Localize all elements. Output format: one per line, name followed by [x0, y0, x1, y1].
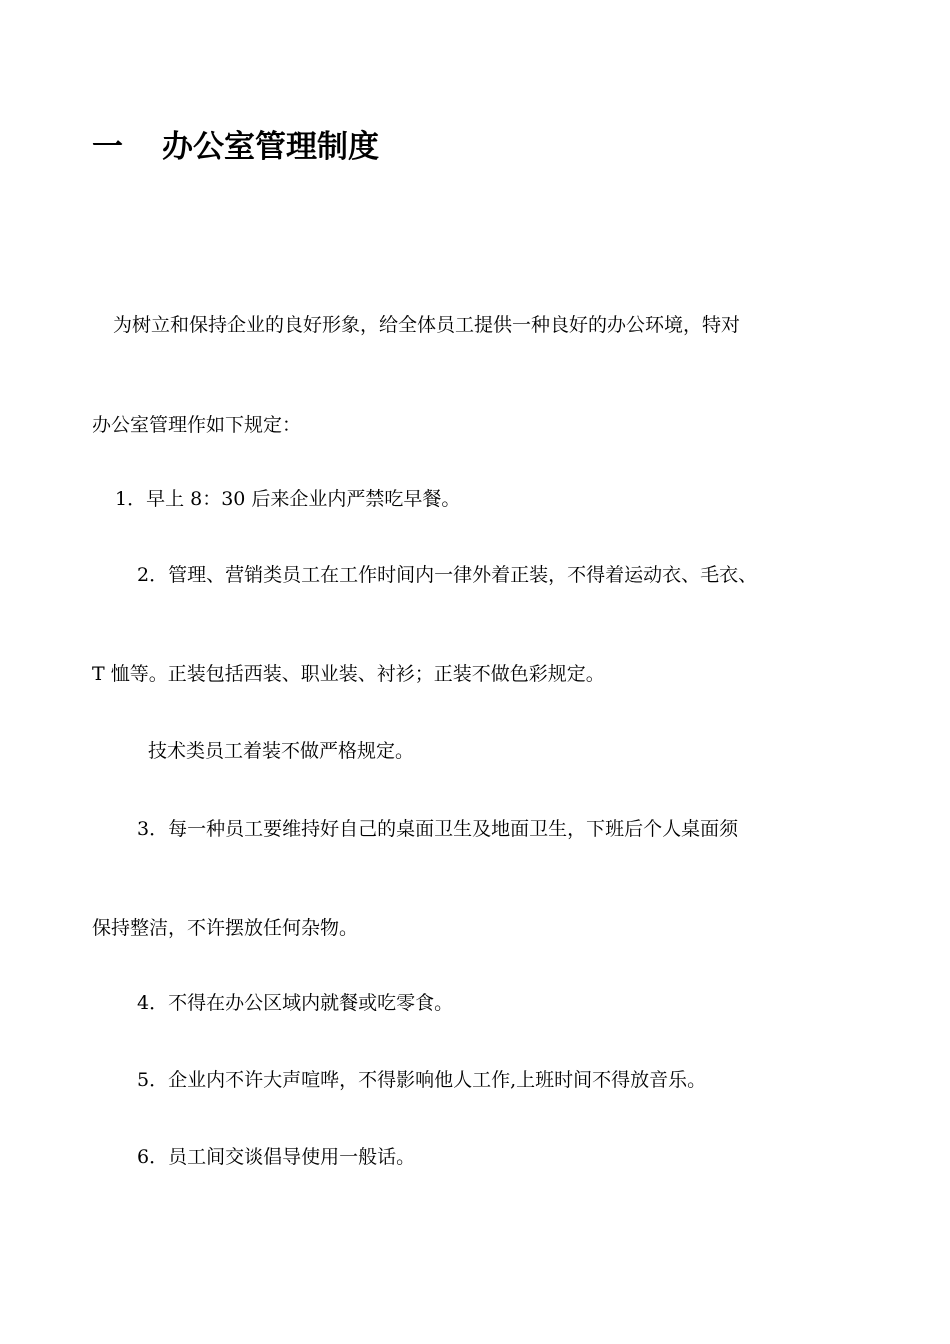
section-title: 办公室管理制度 [162, 129, 379, 165]
rule-3-line-2: 保持整洁，不许摆放任何杂物。 [92, 917, 359, 939]
rule-2-line-1: 2．管理、营销类员工在工作时间内一律外着正装，不得着运动衣、毛衣、 [137, 564, 758, 586]
rule-1: 1．早上 8：30 后来企业内严禁吃早餐。 [115, 488, 461, 510]
intro-paragraph-line-1: 为树立和保持企业的良好形象，给全体员工提供一种良好的办公环境，特对 [113, 314, 741, 336]
rule-2-line-2: T 恤等。正装包括西装、职业装、衬衫；正装不做色彩规定。 [92, 663, 605, 685]
section-heading [92, 129, 379, 165]
rule-6: 6．员工间交谈倡导使用一般话。 [137, 1146, 416, 1168]
rule-3-line-1: 3．每一种员工要维持好自己的桌面卫生及地面卫生，下班后个人桌面须 [137, 818, 739, 840]
rule-5: 5．企业内不许大声喧哗，不得影响他人工作,上班时间不得放音乐。 [137, 1069, 707, 1091]
section-number: 一 [92, 129, 123, 165]
rule-4: 4．不得在办公区域内就餐或吃零食。 [137, 992, 454, 1014]
intro-paragraph-line-2: 办公室管理作如下规定： [92, 414, 302, 436]
rule-2-line-3: 技术类员工着装不做严格规定。 [148, 740, 415, 762]
